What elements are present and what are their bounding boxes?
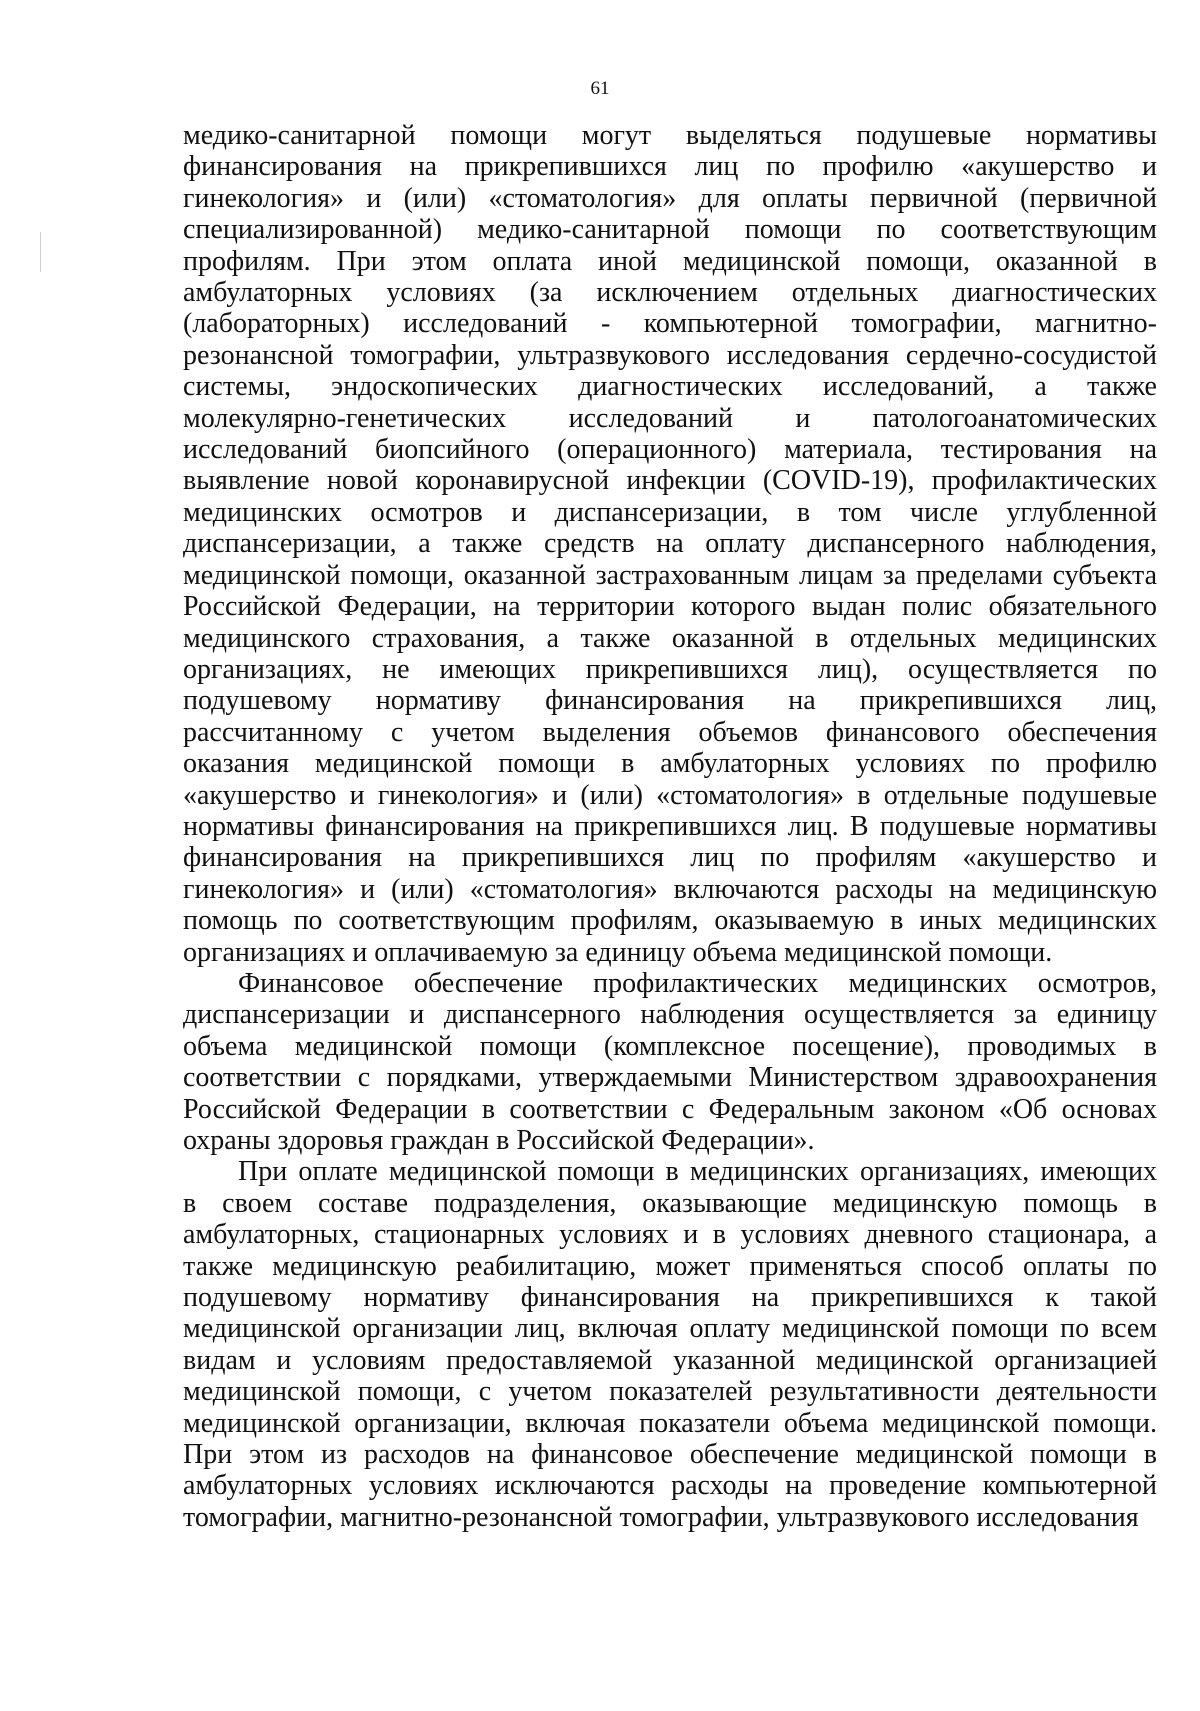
text-line: системы, эндоскопических диагностических исследований, а также	[183, 371, 1157, 403]
text-line: При оплате медицинской помощи в медицинских организациях, имеющих	[238, 1156, 1157, 1188]
text-line: видам и условиям предоставляемой указанной медицинской организацией	[183, 1344, 1157, 1376]
page-number: 61	[590, 78, 610, 99]
text-line: молекулярно-генетических исследований и патологоанатомических	[183, 402, 1157, 434]
paragraph-1	[183, 120, 1157, 968]
text-line: соответствии с порядками, утверждаемыми Министерством здравоохранения	[183, 1062, 1157, 1094]
text-line: амбулаторных, стационарных условиях и в условиях дневного стационара, а	[183, 1219, 1157, 1251]
text-line: финансирования на прикрепившихся лиц по профилям «акушерство и	[183, 842, 1157, 874]
text-line: выявление новой коронавирусной инфекции (COVID-19), профилактических	[183, 465, 1157, 497]
text-line: медицинской организации лиц, включая оплату медицинской помощи по всем	[183, 1313, 1157, 1345]
text-line: медицинской организации, включая показатели объема медицинской помощи.	[183, 1407, 1157, 1439]
text-line: организациях и оплачиваемую за единицу объема медицинской помощи.	[183, 936, 1053, 968]
text-line: гинекология» и (или) «стоматология» включаются расходы на медицинскую	[183, 873, 1157, 905]
text-line: объема медицинской помощи (комплексное посещение), проводимых в	[183, 1030, 1157, 1062]
text-line: медицинского страхования, а также оказанной в отдельных медицинских	[183, 622, 1157, 654]
text-line: помощь по соответствующим профилям, оказываемую в иных медицинских	[183, 905, 1157, 937]
text-line: также медицинскую реабилитацию, может применяться способ оплаты по	[183, 1250, 1157, 1282]
text-line: профилям. При этом оплата иной медицинской помощи, оказанной в	[183, 245, 1157, 277]
scan-edge-mark	[40, 232, 41, 272]
text-line: рассчитанному с учетом выделения объемов финансового обеспечения	[183, 716, 1157, 748]
paragraph-2	[183, 968, 1157, 1156]
text-line: гинекология» и (или) «стоматология» для оплаты первичной (первичной	[183, 182, 1157, 214]
text-line: в своем составе подразделения, оказывающие медицинскую помощь в	[183, 1187, 1157, 1219]
text-line: диспансеризации и диспансерного наблюдения осуществляется за единицу	[183, 999, 1157, 1031]
text-line: Финансовое обеспечение профилактических медицинских осмотров,	[238, 967, 1157, 999]
body-text	[183, 120, 1157, 1533]
text-line: исследований биопсийного (операционного) материала, тестирования на	[183, 434, 1157, 466]
text-line: (лабораторных) исследований - компьютерной томографии, магнитно-	[183, 308, 1157, 340]
text-line: «акушерство и гинекология» и (или) «стоматология» в отдельные подушевые	[183, 779, 1157, 811]
text-line: охраны здоровья граждан в Российской Федерации».	[183, 1125, 815, 1156]
text-line: подушевому нормативу финансирования на прикрепившихся лиц,	[183, 685, 1157, 717]
text-line: медицинской помощи, оказанной застрахованным лицам за пределами субъекта	[183, 559, 1157, 591]
text-line: нормативы финансирования на прикрепившихся лиц. В подушевые нормативы	[183, 810, 1157, 842]
text-line: резонансной томографии, ультразвукового исследования сердечно-сосудистой	[183, 339, 1157, 371]
text-line: диспансеризации, а также средств на оплату диспансерного наблюдения,	[183, 528, 1157, 560]
text-line: медицинской помощи, с учетом показателей результативности деятельности	[183, 1376, 1157, 1408]
text-line: финансирования на прикрепившихся лиц по профилю «акушерство и	[183, 151, 1157, 183]
text-line: медико-санитарной помощи могут выделяться подушевые нормативы	[183, 120, 1157, 151]
text-line: организациях, не имеющих прикрепившихся лиц), осуществляется по	[183, 653, 1157, 685]
text-line: Российской Федерации в соответствии с Федеральным законом «Об основах	[183, 1093, 1157, 1125]
text-line: Российской Федерации, на территории которого выдан полис обязательного	[183, 591, 1157, 623]
text-line: томографии, магнитно-резонансной томографии, ультразвукового исследования	[183, 1501, 1139, 1533]
text-line: оказания медицинской помощи в амбулаторных условиях по профилю	[183, 748, 1157, 780]
text-line: медицинских осмотров и диспансеризации, в том числе углубленной	[183, 496, 1157, 528]
text-line: амбулаторных условиях (за исключением отдельных диагностических	[183, 277, 1157, 309]
text-line: специализированной) медико-санитарной помощи по соответствующим	[183, 214, 1157, 246]
paragraph-3	[183, 1156, 1157, 1533]
text-line: подушевому нормативу финансирования на прикрепившихся к такой	[183, 1282, 1157, 1314]
text-line: амбулаторных условиях исключаются расходы на проведение компьютерной	[183, 1470, 1157, 1502]
text-line: При этом из расходов на финансовое обеспечение медицинской помощи в	[183, 1439, 1157, 1471]
